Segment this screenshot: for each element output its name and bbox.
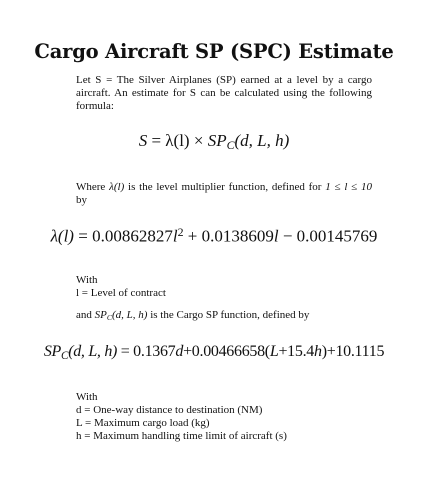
- eq3-rhs-a: = 0.1367: [117, 343, 176, 360]
- spc-prefix: and: [76, 309, 95, 321]
- with-block-1: [76, 274, 372, 300]
- eq2-rhs-c: − 0.00145769: [278, 226, 378, 246]
- eq1-lambda-arg: (l): [173, 131, 190, 150]
- eq2-exponent: 2: [177, 225, 184, 239]
- eq3-var-h: h: [313, 343, 322, 360]
- with2-item-L: L = Maximum cargo load (kg): [76, 417, 210, 429]
- eq3-rhs-c: +15.4: [278, 343, 314, 360]
- eq2-lhs: λ(l): [50, 226, 74, 246]
- eq3-rhs-d: )+10.1115: [321, 343, 385, 360]
- eq2-var2: l: [273, 226, 279, 246]
- eq1-times: ×: [189, 131, 208, 150]
- formula-s: [0, 131, 428, 153]
- eq3-args: (d, L, h): [68, 343, 118, 360]
- with2-item-d: d = One-way distance to destination (NM): [76, 404, 263, 416]
- eq1-sub-c: C: [226, 137, 235, 152]
- eq1-sp: SP: [207, 131, 227, 150]
- eq1-args: (d, L, h): [234, 131, 290, 150]
- where-mid: is the level multiplier function, defined for: [124, 181, 326, 193]
- eq2-var1: l: [172, 226, 178, 246]
- where-suffix: by: [76, 194, 87, 206]
- spc-definition-text: [76, 309, 372, 324]
- where-lambda-arg: (l): [113, 181, 125, 193]
- eq1-lambda: λ: [165, 131, 174, 150]
- eq3-rhs-b: +0.00466658(: [183, 343, 270, 360]
- intro-paragraph: Let S = The Silver Airplanes (SP) earned at a level by a cargo aircraft. An estimate for S can be calculated using the following formula:: [76, 74, 372, 112]
- lambda-definition-text: [76, 181, 372, 207]
- eq2-rhs-b: + 0.0138609: [183, 226, 274, 246]
- eq3-sub-c: C: [61, 349, 69, 362]
- with-block-2: [76, 391, 372, 443]
- where-prefix: Where: [76, 181, 110, 193]
- formula-lambda: [0, 225, 428, 246]
- with1-heading: With: [76, 274, 98, 286]
- where-range: 1 ≤ l ≤ 10: [325, 181, 372, 193]
- eq2-rhs-a: = 0.00862827: [73, 226, 173, 246]
- with2-heading: With: [76, 391, 98, 403]
- eq1-equals: =: [147, 131, 166, 150]
- page-title: Cargo Aircraft SP (SPC) Estimate: [34, 40, 394, 63]
- where-lambda: λ: [109, 181, 114, 193]
- eq3-sp: SP: [43, 343, 62, 360]
- eq3-var-d: d: [175, 343, 184, 360]
- spc-sp: SP: [94, 309, 107, 321]
- eq1-lhs: S: [138, 131, 148, 150]
- spc-args: (d, L, h): [112, 309, 148, 321]
- with1-item-l: l = Level of contract: [76, 287, 166, 299]
- spc-sub-c: C: [106, 312, 113, 322]
- with2-item-h: h = Maximum handling time limit of aircraft (s): [76, 430, 287, 442]
- spc-suffix: is the Cargo SP function, defined by: [147, 309, 310, 321]
- eq3-var-L: L: [269, 343, 279, 360]
- formula-spc: [0, 343, 428, 362]
